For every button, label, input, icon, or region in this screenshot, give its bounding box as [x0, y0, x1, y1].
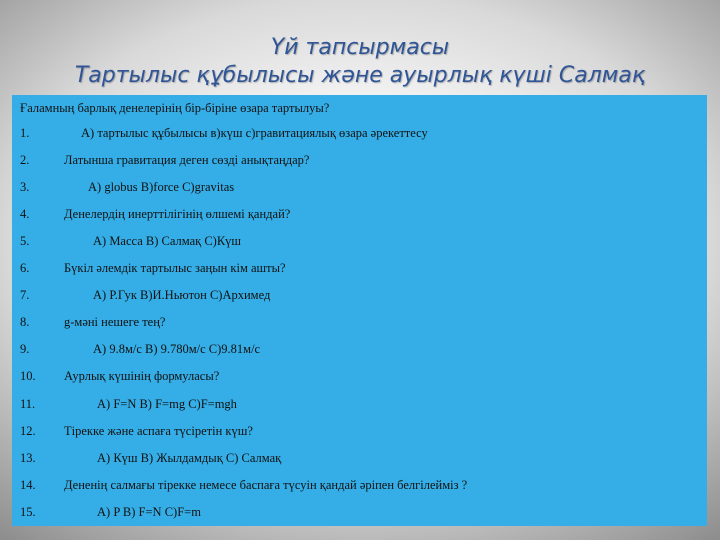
item-number: 12.: [20, 424, 36, 438]
page-title: Үй тапсырмасы: [270, 35, 450, 60]
item-number: 11.: [20, 397, 36, 411]
item-text: g-мәні нешеге тең?: [64, 315, 166, 329]
item-text: Дененің салмағы тірекке немесе баспаға түсуін қандай әріпен белгілейміз ?: [64, 478, 468, 492]
item-number: 7.: [20, 288, 30, 302]
item-text: Бүкіл әлемдік тартылыс заңын кім ашты?: [64, 261, 286, 275]
intro-question: Ғаламның барлық денелерінің бір-біріне өзара тартылуы?: [20, 101, 330, 115]
item-number: 5.: [20, 234, 30, 248]
item-number: 4.: [20, 207, 30, 221]
item-text: А) P B) F=N C)F=m: [97, 505, 201, 519]
item-number: 14.: [20, 478, 36, 492]
item-number: 3.: [20, 180, 30, 194]
questions-panel: [12, 95, 707, 526]
item-text: А) Масса В) Салмақ С)Күш: [93, 234, 242, 248]
item-text: Аурлық күшінің формуласы?: [64, 369, 220, 383]
item-number: 9.: [20, 342, 30, 356]
item-number: 1.: [20, 126, 30, 140]
item-text: Тірекке және аспаға түсіретін күш?: [64, 424, 253, 438]
item-text: А) тартылыс құбылысы в)күш с)гравитациялық өзара әрекеттесу: [81, 126, 428, 140]
item-number: 8.: [20, 315, 30, 329]
item-text: А) F=N B) F=mg C)F=mgh: [97, 397, 237, 411]
item-number: 6.: [20, 261, 30, 275]
item-text: А) 9.8м/с В) 9.780м/с С)9.81м/с: [93, 342, 261, 356]
page-subtitle: Тартылыс құбылысы және ауырлық күші Салмақ: [74, 63, 646, 88]
item-number: 13.: [20, 451, 36, 465]
item-text: А) globus B)force C)gravitas: [88, 180, 235, 194]
item-text: А) Күш В) Жылдамдық С) Салмақ: [97, 451, 282, 465]
item-number: 10.: [20, 369, 36, 383]
item-text: Денелердің инерттілігінің өлшемі қандай?: [64, 207, 291, 221]
item-text: Латынша гравитация деген сөзді анықтаңдар?: [64, 153, 310, 167]
item-text: А) Р.Гук В)И.Ньютон С)Архимед: [93, 288, 271, 302]
item-number: 2.: [20, 153, 30, 167]
item-number: 15.: [20, 505, 36, 519]
